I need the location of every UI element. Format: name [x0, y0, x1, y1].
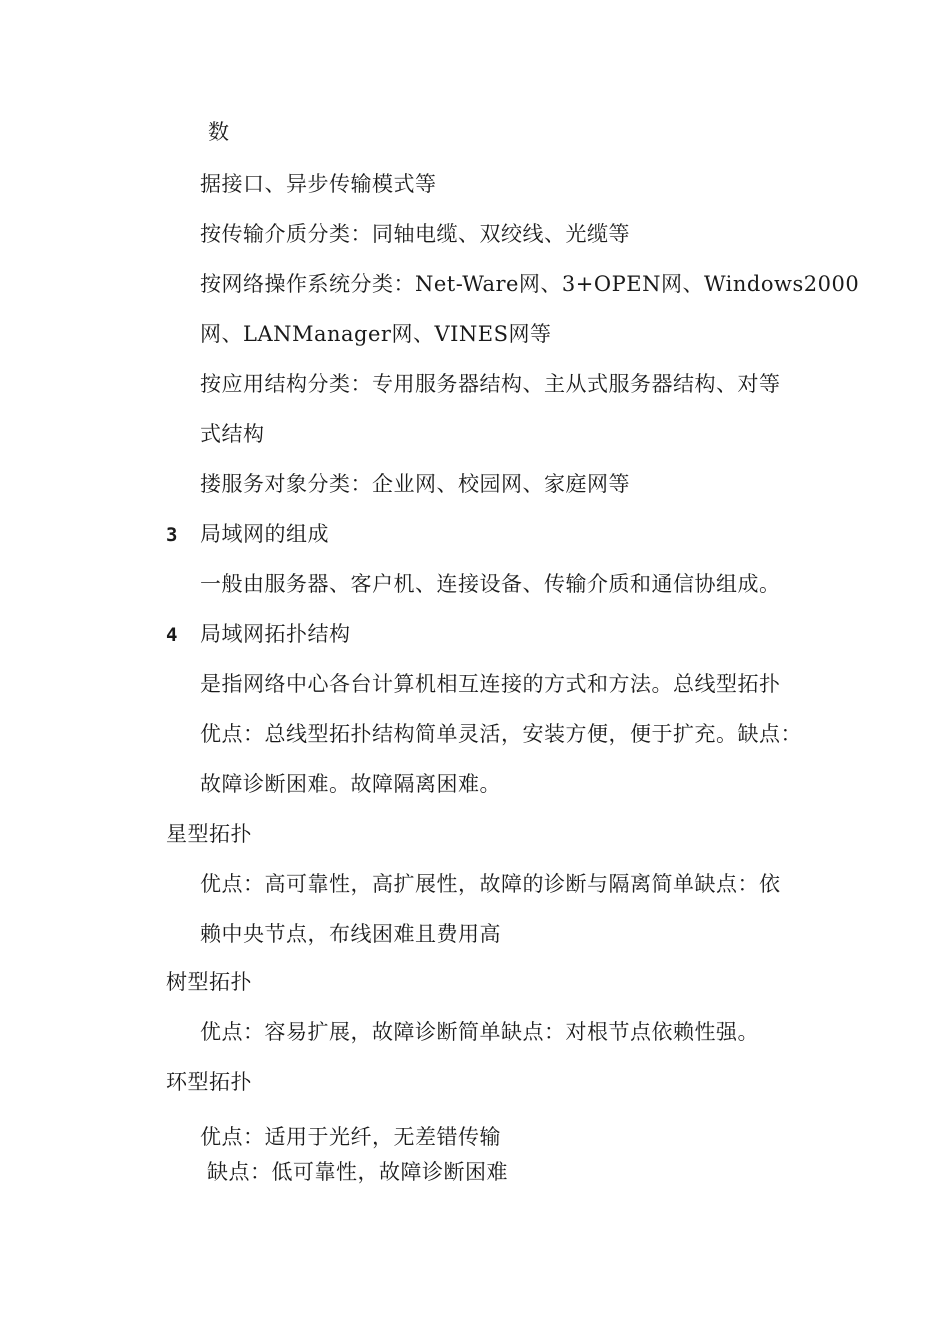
paragraph-line: 按传输介质分类：同轴电缆、双绞线、光缆等 — [200, 222, 630, 246]
section-number: 4 — [166, 624, 178, 646]
paragraph-line: 优点：容易扩展，故障诊断简单缺点：对根节点依赖性强。 — [200, 1020, 759, 1044]
section-title: 局域网的组成 — [200, 522, 329, 546]
paragraph-line: 一般由服务器、客户机、连接设备、传输介质和通信协组成。 — [200, 572, 781, 596]
section-heading-3 — [166, 520, 666, 549]
paragraph-line: 故障诊断困难。故障隔离困难。 — [200, 772, 501, 796]
section-heading-4 — [166, 620, 666, 649]
subheading-ring-topology: 环型拓扑 — [166, 1070, 252, 1094]
paragraph-line: 式结构 — [200, 422, 265, 446]
section-title: 局域网拓扑结构 — [200, 622, 351, 646]
paragraph-line: 优点：总线型拓扑结构简单灵活，安装方便，便于扩充。缺点： — [200, 722, 802, 746]
paragraph-line: 数 — [208, 120, 230, 144]
paragraph-line: 据接口、异步传输模式等 — [200, 172, 437, 196]
paragraph-line: 按应用结构分类：专用服务器结构、主从式服务器结构、对等 — [200, 372, 781, 396]
paragraph-line: 缺点：低可靠性，故障诊断困难 — [207, 1160, 508, 1184]
paragraph-line: 搂服务对象分类：企业网、校园网、家庭网等 — [200, 472, 630, 496]
subheading-tree-topology: 树型拓扑 — [166, 970, 252, 994]
paragraph-line: 网、LANManager网、VINES网等 — [200, 322, 552, 346]
subheading-star-topology: 星型拓扑 — [166, 822, 252, 846]
paragraph-line: 是指网络中心各台计算机相互连接的方式和方法。总线型拓扑 — [200, 672, 781, 696]
paragraph-line: 赖中央节点，布线困难且费用高 — [200, 922, 501, 946]
paragraph-line: 优点：高可靠性，高扩展性，故障的诊断与隔离简单缺点：依 — [200, 872, 781, 896]
paragraph-line: 按网络操作系统分类：Net-Ware网、3+OPEN网、Windows2000 — [200, 272, 860, 296]
paragraph-line: 优点：适用于光纤，无差错传输 — [200, 1125, 501, 1149]
section-number: 3 — [166, 524, 178, 546]
